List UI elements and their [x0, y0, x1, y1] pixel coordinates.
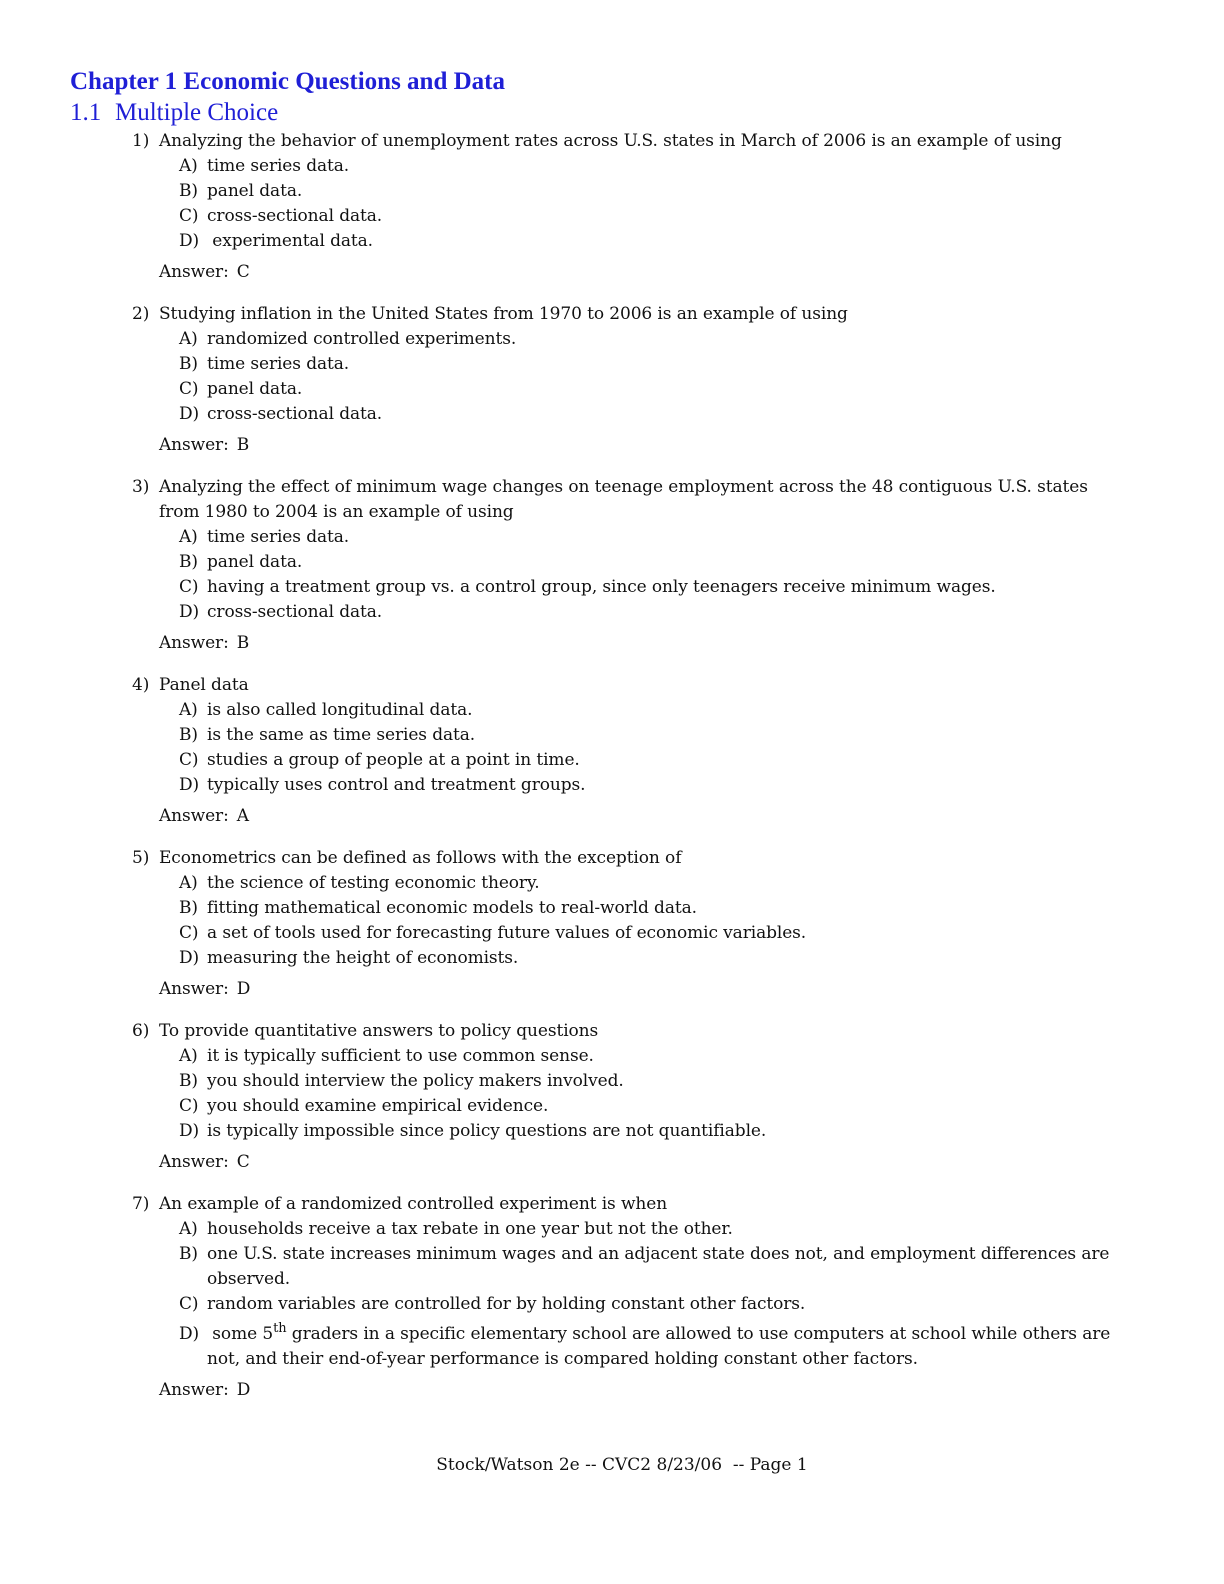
option-b [179, 1069, 1112, 1094]
option-text: studies a group of people at a point in time. [207, 750, 580, 770]
option-d [179, 229, 1112, 254]
question-stem [132, 1192, 1112, 1217]
option-c [179, 204, 1112, 229]
option-text: time series data. [207, 354, 350, 374]
answer-value: A [236, 806, 249, 826]
option-letter: A) [179, 873, 198, 893]
question-stem [132, 673, 1112, 698]
option-letter: B) [179, 181, 198, 201]
option-text: it is typically sufficient to use common sense. [207, 1046, 594, 1066]
option-letter: B) [179, 725, 198, 745]
option-a [179, 698, 1112, 723]
option-c [179, 921, 1112, 946]
option-letter: B) [179, 898, 198, 918]
answer-label: Answer: [159, 435, 229, 455]
answer [132, 433, 1112, 458]
answer-value: D [236, 1380, 251, 1400]
question-text: Analyzing the effect of minimum wage changes on teenage employment across the 48 contiguous U.S. states from 1980 to 2004 is an example of using [159, 477, 1088, 522]
option-letter: D) [179, 948, 200, 968]
option-a [179, 525, 1112, 550]
option-letter: A) [179, 527, 198, 547]
answer [132, 977, 1112, 1002]
question-stem [132, 129, 1112, 154]
option-text: you should interview the policy makers involved. [207, 1071, 624, 1091]
option-a [179, 871, 1112, 896]
option-c [179, 1094, 1112, 1119]
question-6 [132, 1019, 1112, 1175]
question-text: Econometrics can be defined as follows with the exception of [159, 848, 682, 868]
question-2 [132, 302, 1112, 458]
option-letter: A) [179, 1219, 198, 1239]
question-number: 5) [132, 848, 150, 868]
option-b [179, 179, 1112, 204]
option-a [179, 1217, 1112, 1242]
answer-label: Answer: [159, 1380, 229, 1400]
answer-value: B [236, 435, 250, 455]
question-list [132, 129, 1112, 1420]
option-text: cross-sectional data. [207, 404, 383, 424]
answer-label: Answer: [159, 806, 229, 826]
option-text: having a treatment group vs. a control group, since only teenagers receive minimum wages. [207, 577, 996, 597]
option-c [179, 1292, 1112, 1317]
option-b [179, 723, 1112, 748]
option-letter: B) [179, 552, 198, 572]
answer-label: Answer: [159, 262, 229, 282]
option-b [179, 352, 1112, 377]
option-list [132, 871, 1112, 971]
option-text [207, 1322, 1112, 1372]
option-a [179, 327, 1112, 352]
option-letter: C) [179, 923, 199, 943]
question-number: 1) [132, 131, 150, 151]
option-b [179, 550, 1112, 575]
option-list [132, 1044, 1112, 1144]
option-letter: C) [179, 750, 199, 770]
option-letter: D) [179, 775, 200, 795]
option-letter: C) [179, 1096, 199, 1116]
question-text: Studying inflation in the United States from 1970 to 2006 is an example of using [159, 304, 848, 324]
option-text: is the same as time series data. [207, 725, 476, 745]
option-list [132, 327, 1112, 427]
answer [132, 1378, 1112, 1403]
answer-value: C [236, 1152, 250, 1172]
option-d [179, 1322, 1112, 1372]
option-letter: D) [179, 231, 200, 251]
question-3 [132, 475, 1112, 656]
section-number: 1.1 [70, 99, 102, 126]
option-letter: B) [179, 1244, 198, 1264]
question-text: Panel data [159, 675, 249, 695]
option-text: typically uses control and treatment groups. [207, 775, 586, 795]
option-c [179, 748, 1112, 773]
option-text: is typically impossible since policy questions are not quantifiable. [207, 1121, 767, 1141]
option-text: is also called longitudinal data. [207, 700, 473, 720]
option-text-start: some 5 [207, 1324, 274, 1344]
option-text: panel data. [207, 379, 303, 399]
option-letter: D) [179, 1324, 200, 1344]
option-d [179, 402, 1112, 427]
option-text: time series data. [207, 527, 350, 547]
question-stem [132, 302, 1112, 327]
option-letter: D) [179, 404, 200, 424]
option-letter: B) [179, 354, 198, 374]
question-stem [132, 1019, 1112, 1044]
question-number: 2) [132, 304, 150, 324]
answer-value: B [236, 633, 250, 653]
option-text: panel data. [207, 552, 303, 572]
question-7 [132, 1192, 1112, 1403]
question-stem [132, 475, 1112, 525]
option-letter: C) [179, 1294, 199, 1314]
option-letter: A) [179, 329, 198, 349]
ordinal-superscript: th [273, 1321, 287, 1336]
option-text-end: graders in a specific elementary school are allowed to use computers at school while others are not, and their end-of-year performance is compared holding constant other factors. [207, 1324, 1111, 1369]
section-title-text: Multiple Choice [115, 99, 279, 126]
option-c [179, 575, 1112, 600]
option-letter: B) [179, 1071, 198, 1091]
question-text: An example of a randomized controlled experiment is when [159, 1194, 668, 1214]
option-text: randomized controlled experiments. [207, 329, 517, 349]
question-4 [132, 673, 1112, 829]
answer-label: Answer: [159, 633, 229, 653]
option-text: one U.S. state increases minimum wages and an adjacent state does not, and employment differences are observed. [207, 1244, 1110, 1289]
option-b [179, 896, 1112, 921]
question-number: 6) [132, 1021, 150, 1041]
question-number: 4) [132, 675, 150, 695]
question-1 [132, 129, 1112, 285]
option-text: a set of tools used for forecasting future values of economic variables. [207, 923, 807, 943]
option-text: cross-sectional data. [207, 602, 383, 622]
option-text: experimental data. [207, 231, 373, 251]
answer [132, 1150, 1112, 1175]
option-letter: D) [179, 602, 200, 622]
question-number: 3) [132, 477, 150, 497]
answer-value: C [236, 262, 250, 282]
option-a [179, 1044, 1112, 1069]
question-text: Analyzing the behavior of unemployment rates across U.S. states in March of 2006 is an example of using [159, 131, 1062, 151]
answer [132, 804, 1112, 829]
option-list [132, 154, 1112, 254]
question-stem [132, 846, 1112, 871]
option-text: measuring the height of economists. [207, 948, 519, 968]
chapter-title: Chapter 1 Economic Questions and Data [70, 68, 505, 95]
option-text: you should examine empirical evidence. [207, 1096, 549, 1116]
question-text: To provide quantitative answers to policy questions [159, 1021, 599, 1041]
option-letter: C) [179, 206, 199, 226]
option-letter: C) [179, 577, 199, 597]
option-text: fitting mathematical economic models to real-world data. [207, 898, 697, 918]
answer [132, 631, 1112, 656]
section-title [70, 99, 278, 127]
option-d [179, 773, 1112, 798]
option-letter: A) [179, 156, 198, 176]
option-text: time series data. [207, 156, 350, 176]
option-text: cross-sectional data. [207, 206, 383, 226]
answer [132, 260, 1112, 285]
option-letter: A) [179, 1046, 198, 1066]
option-d [179, 1119, 1112, 1144]
option-b [179, 1242, 1112, 1292]
option-text: panel data. [207, 181, 303, 201]
option-d [179, 946, 1112, 971]
page-footer: Stock/Watson 2e -- CVC2 8/23/06 -- Page 1 [436, 1455, 808, 1475]
option-letter: A) [179, 700, 198, 720]
option-d [179, 600, 1112, 625]
option-c [179, 377, 1112, 402]
question-5 [132, 846, 1112, 1002]
option-letter: C) [179, 379, 199, 399]
question-number: 7) [132, 1194, 150, 1214]
option-text: households receive a tax rebate in one year but not the other. [207, 1219, 733, 1239]
option-list [132, 698, 1112, 798]
answer-label: Answer: [159, 1152, 229, 1172]
answer-value: D [236, 979, 251, 999]
option-letter: D) [179, 1121, 200, 1141]
option-a [179, 154, 1112, 179]
option-text: the science of testing economic theory. [207, 873, 540, 893]
option-list [132, 525, 1112, 625]
answer-label: Answer: [159, 979, 229, 999]
option-list [132, 1217, 1112, 1372]
option-text: random variables are controlled for by holding constant other factors. [207, 1294, 806, 1314]
